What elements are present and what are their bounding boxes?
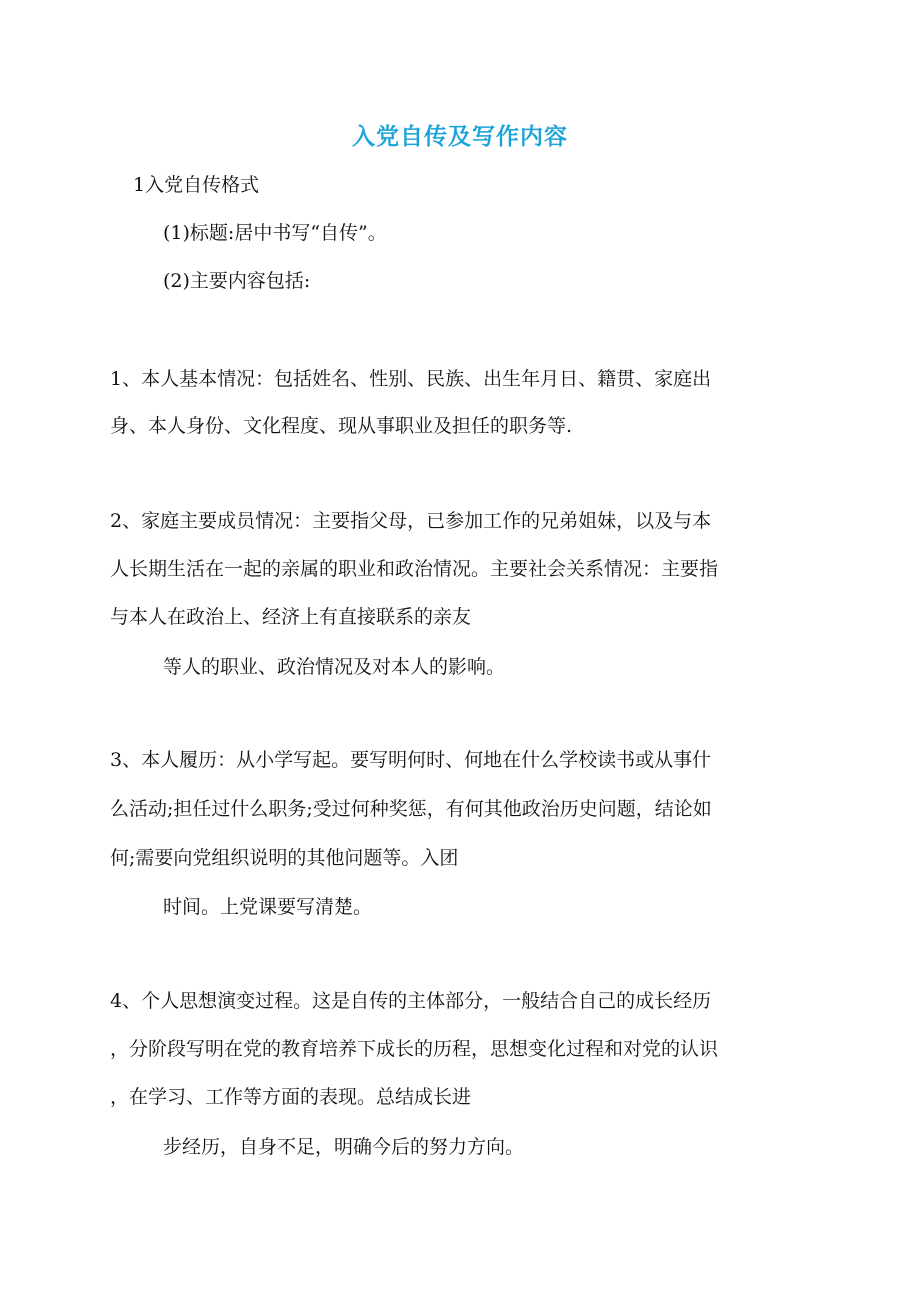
paragraph-line: 人长期生活在一起的亲属的职业和政治情况。主要社会关系情况：主要指 bbox=[110, 558, 719, 580]
paragraph-line: ，分阶段写明在党的教育培养下成长的历程，思想变化过程和对党的认识 bbox=[110, 1038, 719, 1060]
format-item-content: (2)主要内容包括: bbox=[163, 270, 311, 292]
paragraph-line: 4、个人思想演变过程。这是自传的主体部分，一般结合自己的成长经历 bbox=[110, 990, 712, 1012]
paragraph-line: 身、本人身份、文化程度、现从事职业及担任的职务等. bbox=[110, 415, 573, 437]
format-heading: 1入党自传格式 bbox=[133, 174, 260, 196]
paragraph-continuation: 步经历，自身不足，明确今后的努力方向。 bbox=[163, 1136, 525, 1158]
paragraph-continuation: 时间。上党课要写清楚。 bbox=[163, 896, 373, 918]
format-item-title: (1)标题:居中书写“自传”。 bbox=[163, 222, 387, 244]
paragraph-line: ，在学习、工作等方面的表现。总结成长进 bbox=[110, 1086, 472, 1108]
paragraph-continuation: 等人的职业、政治情况及对本人的影响。 bbox=[163, 656, 506, 678]
paragraph-line: 与本人在政治上、经济上有直接联系的亲友 bbox=[110, 606, 472, 628]
paragraph-line: 何;需要向党组织说明的其他问题等。入团 bbox=[110, 847, 459, 869]
paragraph-line: 1、本人基本情况：包括姓名、性别、民族、出生年月日、籍贯、家庭出 bbox=[110, 368, 712, 390]
document-title: 入党自传及写作内容 bbox=[352, 123, 568, 150]
paragraph-line: 3、本人履历：从小学写起。要写明何时、何地在什么学校读书或从事什 bbox=[110, 749, 712, 771]
paragraph-line: 么活动;担任过什么职务;受过何种奖惩，有何其他政治历史问题，结论如 bbox=[110, 798, 712, 820]
paragraph-line: 2、家庭主要成员情况：主要指父母，已参加工作的兄弟姐妹，以及与本 bbox=[110, 510, 712, 532]
